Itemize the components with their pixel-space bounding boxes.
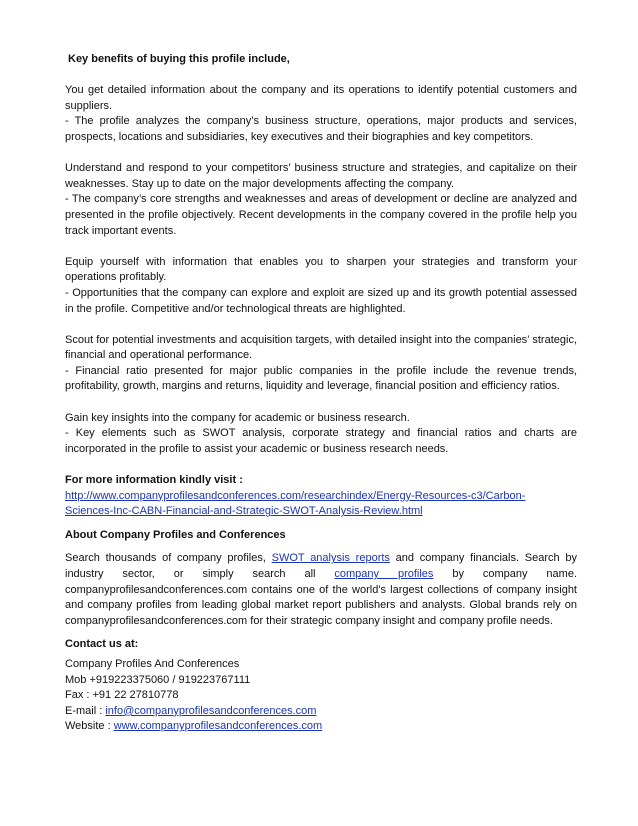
benefit-main: You get detailed information about the company and its operations to identify potential customers and suppliers. — [65, 84, 577, 112]
benefit-main: Gain key insights into the company for academic or business research. — [65, 411, 410, 424]
spacer — [65, 395, 577, 411]
benefit-detail: - Key elements such as SWOT analysis, corporate strategy and financial ratios and charts are incorporated in the profile to assist your academic or business research needs. — [65, 427, 577, 455]
spacer — [65, 146, 577, 162]
benefit-main: Understand and respond to your competitors’ business structure and strategies, and capitalize on their weaknesses. Stay up to date on the major developments affecting the company. — [65, 162, 577, 190]
benefit-detail: - Financial ratio presented for major public companies in the profile include the revenue trends, profitability, growth, margins and returns, liquidity and leverage, financial position and efficiency ratios. — [65, 364, 577, 393]
company-profiles-link[interactable]: company profiles — [334, 568, 434, 580]
contact-company: Company Profiles And Conferences — [65, 657, 240, 670]
spacer — [65, 317, 577, 333]
about-text-1: Search thousands of company profiles, — [65, 552, 272, 565]
document-page — [65, 52, 577, 735]
benefit-item-1 — [65, 83, 577, 145]
benefit-detail: - The profile analyzes the company’s business structure, operations, major products and services, prospects, locations and subsidiaries, key executives and their biographies and key competitors. — [65, 115, 577, 143]
benefit-detail: - The company’s core strengths and weaknesses and areas of development or decline are analyzed and presented in the profile objectively. Recent developments in the company covered in the profile help you track important events. — [65, 193, 577, 237]
swot-reports-link[interactable]: SWOT analysis reports — [271, 552, 390, 565]
spacer — [65, 68, 577, 84]
profile-url-link[interactable] — [65, 489, 577, 520]
benefit-item-2 — [65, 161, 577, 239]
benefits-heading: Key benefits of buying this profile include, — [68, 53, 290, 65]
profile-url-line-1: http://www.companyprofilesandconferences.com/researchindex/Energy-Resources-c3/Carbon- — [65, 489, 526, 502]
contact-mobile: Mob +919223375060 / 919223767111 — [65, 673, 251, 686]
about-paragraph — [65, 551, 577, 629]
contact-title: Contact us at: — [65, 638, 139, 651]
benefit-main: Equip yourself with information that enables you to sharpen your strategies and transform your operations profitably. — [65, 255, 577, 284]
contact-fax: Fax : +91 22 27810778 — [65, 689, 179, 702]
contact-email-line — [65, 704, 577, 720]
contact-website-line — [65, 719, 577, 735]
spacer — [65, 239, 577, 255]
about-text-3: by company name. companyprofilesandconferences.com contains one of the world's largest collections of company insight and company profiles from leading global market report publishers and analysts. Global brands rely on companyprofilesandconferences.com for their strategic company insight and company profile needs. — [65, 568, 577, 627]
spacer — [65, 457, 577, 473]
benefit-item-3 — [65, 255, 577, 317]
website-label: Website : — [65, 720, 114, 733]
about-title: About Company Profiles and Conferences — [65, 528, 286, 541]
about-text-2: and company financials. Search by industry sector, or simply search all — [65, 552, 577, 580]
benefit-item-5 — [65, 411, 577, 458]
benefit-item-4 — [65, 333, 577, 395]
profile-url-line-2: Sciences-Inc-CABN-Financial-and-Strategic-SWOT-Analysis-Review.html — [65, 505, 423, 518]
more-info-label: For more information kindly visit : — [65, 474, 243, 487]
email-label: E-mail : — [65, 704, 106, 717]
benefit-detail: - Opportunities that the company can explore and exploit are sized up and its growth potential assessed in the profile. Competitive and/or technological threats are highlighted. — [65, 286, 577, 315]
email-link[interactable]: info@companyprofilesandconferences.com — [105, 704, 317, 717]
website-link[interactable]: www.companyprofilesandconferences.com — [113, 720, 323, 733]
benefit-main: Scout for potential investments and acquisition targets, with detailed insight into the companies’ strategic, financial and operational performance. — [65, 333, 577, 362]
